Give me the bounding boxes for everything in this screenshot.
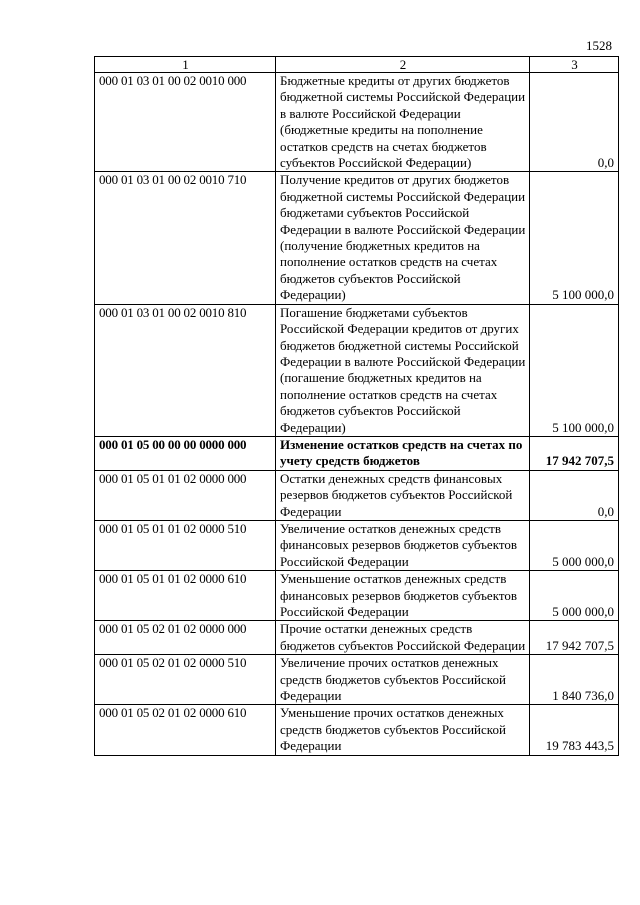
- row-code: 000 01 05 00 00 00 0000 000: [95, 436, 276, 470]
- table-row: [95, 705, 619, 755]
- column-header-name: 2: [276, 57, 530, 73]
- table-row: [95, 304, 619, 436]
- row-amount: 5 000 000,0: [530, 520, 619, 570]
- row-code: 000 01 05 01 01 02 0000 510: [95, 520, 276, 570]
- row-amount: 0,0: [530, 470, 619, 520]
- row-amount: 5 100 000,0: [530, 172, 619, 304]
- table-row: [95, 520, 619, 570]
- row-name: Изменение остатков средств на счетах по учету средств бюджетов: [276, 436, 530, 470]
- row-code: 000 01 05 01 01 02 0000 610: [95, 571, 276, 621]
- column-header-code: 1: [95, 57, 276, 73]
- row-amount: 5 100 000,0: [530, 304, 619, 436]
- table-row: [95, 172, 619, 304]
- row-amount: 5 000 000,0: [530, 571, 619, 621]
- row-code: 000 01 03 01 00 02 0010 810: [95, 304, 276, 436]
- row-name: Уменьшение прочих остатков денежных средств бюджетов субъектов Российской Федерации: [276, 705, 530, 755]
- row-name: Остатки денежных средств финансовых резервов бюджетов субъектов Российской Федерации: [276, 470, 530, 520]
- table-row: [95, 73, 619, 172]
- row-code: 000 01 05 02 01 02 0000 510: [95, 655, 276, 705]
- row-amount: 17 942 707,5: [530, 621, 619, 655]
- table-row: [95, 655, 619, 705]
- row-name: Уменьшение остатков денежных средств финансовых резервов бюджетов субъектов Российской Федерации: [276, 571, 530, 621]
- row-code: 000 01 05 02 01 02 0000 610: [95, 705, 276, 755]
- table-row-total: [95, 436, 619, 470]
- column-header-amount: 3: [530, 57, 619, 73]
- row-name: Погашение бюджетами субъектов Российской Федерации кредитов от других бюджетов бюджетной системы Российской Федерации в валюте Российской Федерации (погашение бюджетных кредитов на пополнение остатков средств на счетах бюджетов субъектов Российской Федерации): [276, 304, 530, 436]
- row-amount: 1 840 736,0: [530, 655, 619, 705]
- page-number: 1528: [586, 38, 612, 53]
- row-name: Увеличение остатков денежных средств финансовых резервов бюджетов субъектов Российской Федерации: [276, 520, 530, 570]
- row-code: 000 01 05 01 01 02 0000 000: [95, 470, 276, 520]
- row-amount: 17 942 707,5: [530, 436, 619, 470]
- table-header-row: [95, 57, 619, 73]
- row-name: Прочие остатки денежных средств бюджетов субъектов Российской Федерации: [276, 621, 530, 655]
- row-name: Получение кредитов от других бюджетов бюджетной системы Российской Федерации бюджетами субъектов Российской Федерации в валюте Российской Федерации (получение бюджетных кредитов на пополнение остатков средств на счетах бюджетов субъектов Российской Федерации): [276, 172, 530, 304]
- table-row: [95, 571, 619, 621]
- row-amount: 19 783 443,5: [530, 705, 619, 755]
- table-row: [95, 621, 619, 655]
- row-name: Бюджетные кредиты от других бюджетов бюджетной системы Российской Федерации в валюте Российской Федерации (бюджетные кредиты на пополнение остатков средств на счетах бюджетов субъектов Российской Федерации): [276, 73, 530, 172]
- row-code: 000 01 05 02 01 02 0000 000: [95, 621, 276, 655]
- row-code: 000 01 03 01 00 02 0010 000: [95, 73, 276, 172]
- row-name: Увеличение прочих остатков денежных средств бюджетов субъектов Российской Федерации: [276, 655, 530, 705]
- row-amount: 0,0: [530, 73, 619, 172]
- table-row: [95, 470, 619, 520]
- row-code: 000 01 03 01 00 02 0010 710: [95, 172, 276, 304]
- budget-sources-table: [94, 56, 619, 756]
